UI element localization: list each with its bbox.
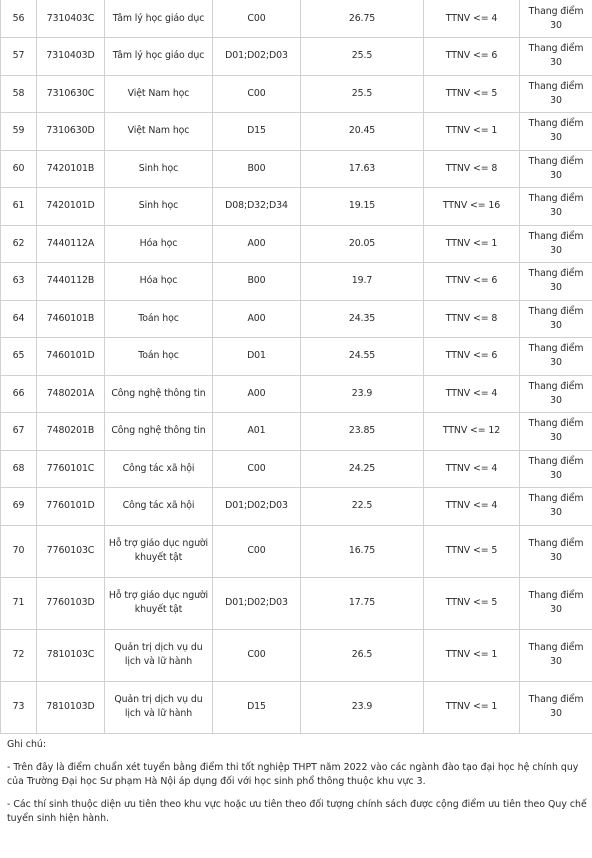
benchmark-score-cell: 23.9 — [301, 375, 424, 413]
major-code-cell: 7480201A — [37, 375, 105, 413]
subject-combination-cell: C00 — [213, 629, 301, 681]
score-scale-cell: Thang điểm 30 — [520, 300, 592, 338]
subject-combination-cell: C00 — [213, 75, 301, 113]
wish-order-cell: TTNV <= 4 — [424, 488, 520, 526]
benchmark-score-cell: 24.55 — [301, 338, 424, 376]
benchmark-score-cell: 17.75 — [301, 577, 424, 629]
major-name-cell: Hóa học — [105, 225, 213, 263]
benchmark-score-cell: 23.9 — [301, 681, 424, 733]
benchmark-score-cell: 20.05 — [301, 225, 424, 263]
major-code-cell: 7460101D — [37, 338, 105, 376]
score-scale-cell: Thang điểm 30 — [520, 338, 592, 376]
benchmark-score-cell: 25.5 — [301, 75, 424, 113]
row-number-cell: 71 — [1, 577, 37, 629]
table-row — [1, 450, 592, 488]
score-scale-cell: Thang điểm 30 — [520, 150, 592, 188]
major-code-cell: 7420101D — [37, 188, 105, 226]
table-row — [1, 681, 592, 733]
benchmark-score-cell: 24.25 — [301, 450, 424, 488]
subject-combination-cell: D01;D02;D03 — [213, 577, 301, 629]
row-number-cell: 56 — [1, 0, 37, 38]
wish-order-cell: TTNV <= 6 — [424, 38, 520, 76]
major-name-cell: Việt Nam học — [105, 113, 213, 151]
score-scale-cell: Thang điểm 30 — [520, 413, 592, 451]
subject-combination-cell: C00 — [213, 450, 301, 488]
wish-order-cell: TTNV <= 1 — [424, 629, 520, 681]
major-name-cell: Hỗ trợ giáo dục người khuyết tật — [105, 525, 213, 577]
wish-order-cell: TTNV <= 6 — [424, 338, 520, 376]
table-row — [1, 75, 592, 113]
note-item: - Các thí sinh thuộc diện ưu tiên theo khu vực hoặc ưu tiên theo đối tượng chính sách được cộng điểm ưu tiên theo Quy chế tuyển sinh hiện hành. — [7, 798, 587, 824]
wish-order-cell: TTNV <= 5 — [424, 525, 520, 577]
score-scale-cell: Thang điểm 30 — [520, 525, 592, 577]
table-row — [1, 188, 592, 226]
major-code-cell: 7310630C — [37, 75, 105, 113]
major-code-cell: 7760101D — [37, 488, 105, 526]
major-name-cell: Công nghệ thông tin — [105, 375, 213, 413]
benchmark-score-cell: 20.45 — [301, 113, 424, 151]
score-scale-cell: Thang điểm 30 — [520, 188, 592, 226]
table-row — [1, 0, 592, 38]
wish-order-cell: TTNV <= 4 — [424, 375, 520, 413]
table-row — [1, 300, 592, 338]
subject-combination-cell: D08;D32;D34 — [213, 188, 301, 226]
score-scale-cell: Thang điểm 30 — [520, 75, 592, 113]
benchmark-score-cell: 23.85 — [301, 413, 424, 451]
row-number-cell: 58 — [1, 75, 37, 113]
table-row — [1, 525, 592, 577]
row-number-cell: 59 — [1, 113, 37, 151]
row-number-cell: 68 — [1, 450, 37, 488]
subject-combination-cell: D01 — [213, 338, 301, 376]
table-row — [1, 113, 592, 151]
benchmark-score-cell: 19.15 — [301, 188, 424, 226]
row-number-cell: 65 — [1, 338, 37, 376]
benchmark-score-cell: 26.75 — [301, 0, 424, 38]
notes-section — [7, 738, 589, 835]
major-name-cell: Hóa học — [105, 263, 213, 301]
major-code-cell: 7420101B — [37, 150, 105, 188]
wish-order-cell: TTNV <= 12 — [424, 413, 520, 451]
row-number-cell: 73 — [1, 681, 37, 733]
benchmark-score-cell: 17.63 — [301, 150, 424, 188]
subject-combination-cell: C00 — [213, 525, 301, 577]
row-number-cell: 67 — [1, 413, 37, 451]
major-code-cell: 7310630D — [37, 113, 105, 151]
major-name-cell: Sinh học — [105, 188, 213, 226]
score-scale-cell: Thang điểm 30 — [520, 0, 592, 38]
major-name-cell: Toán học — [105, 300, 213, 338]
row-number-cell: 69 — [1, 488, 37, 526]
subject-combination-cell: A00 — [213, 375, 301, 413]
major-code-cell: 7310403C — [37, 0, 105, 38]
row-number-cell: 66 — [1, 375, 37, 413]
row-number-cell: 70 — [1, 525, 37, 577]
table-row — [1, 150, 592, 188]
major-name-cell: Công tác xã hội — [105, 488, 213, 526]
wish-order-cell: TTNV <= 6 — [424, 263, 520, 301]
table-row — [1, 488, 592, 526]
major-name-cell: Tâm lý học giáo dục — [105, 38, 213, 76]
row-number-cell: 60 — [1, 150, 37, 188]
score-scale-cell: Thang điểm 30 — [520, 488, 592, 526]
benchmark-score-cell: 16.75 — [301, 525, 424, 577]
score-scale-cell: Thang điểm 30 — [520, 681, 592, 733]
row-number-cell: 61 — [1, 188, 37, 226]
subject-combination-cell: D15 — [213, 113, 301, 151]
major-code-cell: 7760103C — [37, 525, 105, 577]
major-code-cell: 7480201B — [37, 413, 105, 451]
major-name-cell: Công tác xã hội — [105, 450, 213, 488]
score-scale-cell: Thang điểm 30 — [520, 113, 592, 151]
wish-order-cell: TTNV <= 1 — [424, 113, 520, 151]
table-row — [1, 38, 592, 76]
table-row — [1, 225, 592, 263]
table-row — [1, 577, 592, 629]
subject-combination-cell: A00 — [213, 225, 301, 263]
major-code-cell: 7760103D — [37, 577, 105, 629]
major-name-cell: Quản trị dịch vụ du lịch và lữ hành — [105, 681, 213, 733]
major-code-cell: 7810103C — [37, 629, 105, 681]
benchmark-score-cell: 24.35 — [301, 300, 424, 338]
row-number-cell: 62 — [1, 225, 37, 263]
note-item: - Trên đây là điểm chuẩn xét tuyển bằng điểm thi tốt nghiệp THPT năm 2022 vào các ngành đào tạo đại học hệ chính quy của Trường Đại học Sư phạm Hà Nội áp dụng đối với học sinh phổ thông thuộc khu vực 3. — [7, 761, 579, 787]
wish-order-cell: TTNV <= 5 — [424, 577, 520, 629]
row-number-cell: 57 — [1, 38, 37, 76]
wish-order-cell: TTNV <= 1 — [424, 681, 520, 733]
benchmark-score-cell: 19.7 — [301, 263, 424, 301]
major-code-cell: 7810103D — [37, 681, 105, 733]
major-name-cell: Công nghệ thông tin — [105, 413, 213, 451]
subject-combination-cell: A01 — [213, 413, 301, 451]
major-name-cell: Quản trị dịch vụ du lịch và lữ hành — [105, 629, 213, 681]
notes-heading: Ghi chú: — [7, 739, 46, 750]
major-code-cell: 7440112A — [37, 225, 105, 263]
score-scale-cell: Thang điểm 30 — [520, 577, 592, 629]
benchmark-score-cell: 25.5 — [301, 38, 424, 76]
major-code-cell: 7310403D — [37, 38, 105, 76]
score-scale-cell: Thang điểm 30 — [520, 38, 592, 76]
table-row — [1, 263, 592, 301]
subject-combination-cell: D01;D02;D03 — [213, 38, 301, 76]
table-body — [1, 0, 592, 733]
subject-combination-cell: D01;D02;D03 — [213, 488, 301, 526]
major-name-cell: Sinh học — [105, 150, 213, 188]
wish-order-cell: TTNV <= 8 — [424, 300, 520, 338]
major-code-cell: 7460101B — [37, 300, 105, 338]
table-row — [1, 375, 592, 413]
wish-order-cell: TTNV <= 4 — [424, 0, 520, 38]
major-name-cell: Toán học — [105, 338, 213, 376]
subject-combination-cell: C00 — [213, 0, 301, 38]
row-number-cell: 64 — [1, 300, 37, 338]
row-number-cell: 72 — [1, 629, 37, 681]
wish-order-cell: TTNV <= 1 — [424, 225, 520, 263]
subject-combination-cell: B00 — [213, 263, 301, 301]
wish-order-cell: TTNV <= 5 — [424, 75, 520, 113]
major-name-cell: Việt Nam học — [105, 75, 213, 113]
subject-combination-cell: D15 — [213, 681, 301, 733]
wish-order-cell: TTNV <= 16 — [424, 188, 520, 226]
row-number-cell: 63 — [1, 263, 37, 301]
wish-order-cell: TTNV <= 8 — [424, 150, 520, 188]
wish-order-cell: TTNV <= 4 — [424, 450, 520, 488]
major-code-cell: 7760101C — [37, 450, 105, 488]
table-row — [1, 413, 592, 451]
benchmark-score-cell: 26.5 — [301, 629, 424, 681]
score-scale-cell: Thang điểm 30 — [520, 629, 592, 681]
subject-combination-cell: A00 — [213, 300, 301, 338]
benchmark-score-cell: 22.5 — [301, 488, 424, 526]
score-scale-cell: Thang điểm 30 — [520, 450, 592, 488]
major-name-cell: Tâm lý học giáo dục — [105, 0, 213, 38]
subject-combination-cell: B00 — [213, 150, 301, 188]
score-scale-cell: Thang điểm 30 — [520, 263, 592, 301]
score-scale-cell: Thang điểm 30 — [520, 225, 592, 263]
table-row — [1, 629, 592, 681]
major-code-cell: 7440112B — [37, 263, 105, 301]
score-scale-cell: Thang điểm 30 — [520, 375, 592, 413]
table-row — [1, 338, 592, 376]
major-name-cell: Hỗ trợ giáo dục người khuyết tật — [105, 577, 213, 629]
